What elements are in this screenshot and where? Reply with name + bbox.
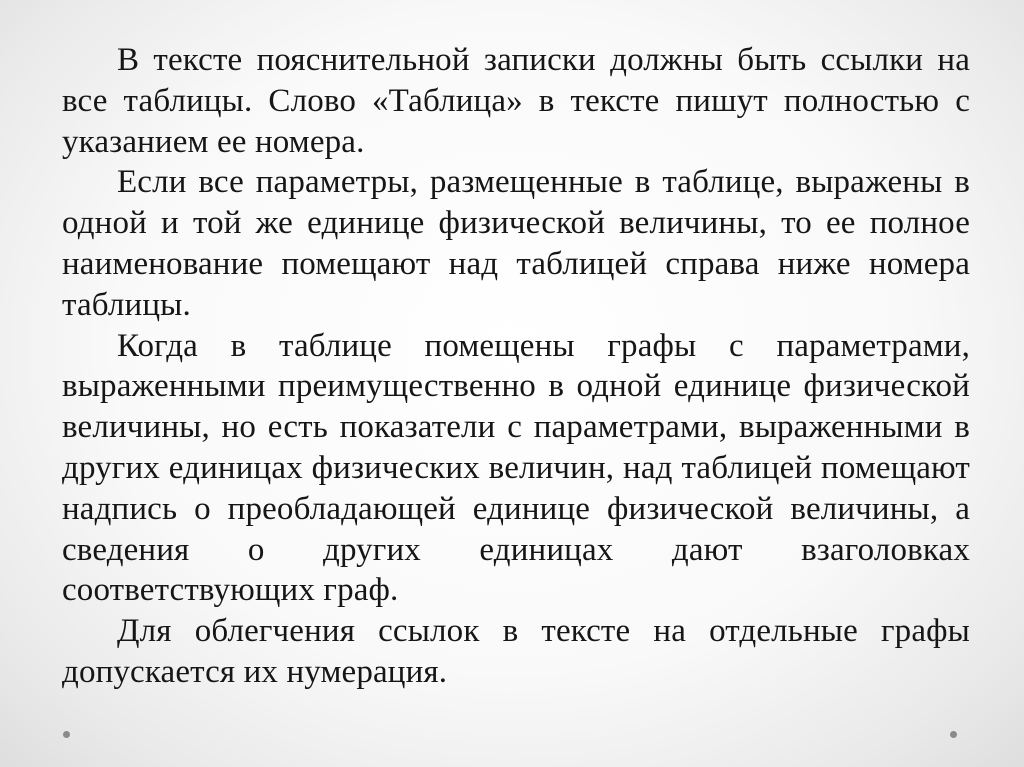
paragraph-mixed-units: Когда в таблице помещены графы с параметрами, выраженными преимущественно в одной единице физической величины, но есть показатели с параметрами, выраженными в других единицах физических величин, над таблицей помещают надпись о преобладающей единице физической величины, а сведения о других единицах дают взаголовках соответствующих граф.: [62, 327, 970, 609]
paragraph-table-references: В тексте пояснительной записки должны быть ссылки на все таблицы. Слово «Таблица» в тексте пишут полностью с указанием ее номера.: [62, 42, 970, 160]
paragraph-column-numbering: Для облегчения ссылок в тексте на отдельные графы допускается их нумерация.: [62, 613, 970, 690]
paragraph-single-unit: Если все параметры, размещенные в таблице, выражены в одной и той же единице физической величины, то ее полное наименование помещают над таблицей справа ниже номера таблицы.: [62, 164, 970, 323]
slide-content: [62, 40, 970, 750]
decorative-dot-left: [63, 731, 70, 738]
decorative-dot-right: [950, 731, 957, 738]
